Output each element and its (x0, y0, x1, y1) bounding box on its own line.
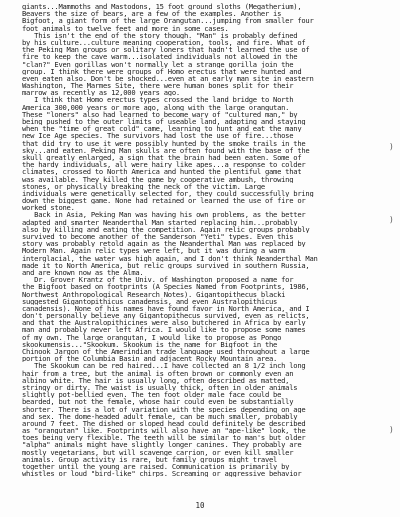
text-line: Northwest Anthropological Research Notes). Gigantopithecus blacki (22, 290, 286, 298)
text-line: "alpha" animals might have slightly longer canines. They probably are (22, 441, 302, 449)
text-line: group. I think there were groups of Homo erectus that were hunted and (22, 67, 302, 75)
text-line: man and probably never left Africa. I would like to propose some names (22, 326, 306, 334)
text-line: new Ice Age species. The survivors had lost the use of fire...those (22, 132, 294, 140)
text-line: the hardy individuals, all were hairy like apes...a response to colder (22, 161, 306, 169)
text-line: stringy or dirty. The waist is usually thick, often in older animals (22, 383, 298, 392)
text-line: individuals were genetically selected for, they could successfully bring (22, 189, 314, 198)
text-line: America 300,000 years or more ago, along with the large orangutan. (22, 103, 290, 111)
text-line: hair from a tree, but the animal is often brown or commonly even an (22, 369, 294, 377)
text-line: shorter. There is a lot of variation with the species depending on age (22, 405, 306, 413)
text-line: Chinook Jargon of the Amerindian trade language used throughout a large (22, 348, 310, 356)
text-line: worked stone. (22, 204, 75, 212)
text-line: the Bigfoot based on footprints (A Species Named from Footprints, 1986, (22, 283, 310, 291)
text-line: as "orangutan" like. Footprints will also have an "ape-like" look, the (22, 427, 306, 435)
text-line: survived to become another of the Sanderson "Yeti" types. Even this (22, 233, 294, 241)
text-line: canadensis). None of his names have found favor in North America, and I (22, 304, 310, 313)
text-line: Bigfoot, a giant form of the large Orangutan...jumping from smaller four (22, 17, 314, 25)
text-line: I think that Homo erectus types crossed the land bridge to North (22, 96, 294, 104)
body-text (22, 3, 386, 477)
text-line: and that the Australopithicines were also butchered in Africa by early (22, 319, 306, 327)
text-line: portion of the Columbia Basin and adjacent Rocky Mountain area. (22, 355, 278, 363)
text-line: giants...Mammoths and Mastodons, 15 foot ground sloths (Megatherium), (22, 3, 302, 11)
text-line: was available. They killed the game by cooperative ambush, throwing (22, 175, 294, 183)
text-line: also by killing and eating the competition. Again relic groups probably (22, 225, 310, 233)
text-line: stones, or physically breaking the neck of the victim. Large (22, 182, 265, 190)
text-line: fire to keep the cave warm...isolated individuals not allowed in the (22, 53, 298, 61)
margin-mark: ) (389, 215, 394, 224)
text-line: story was probably retold again as the Neanderthal Man was replaced by (22, 240, 306, 248)
page-number: 10 (195, 501, 205, 510)
text-line: whistles or loud "bird-like" chirps. Screaming or aggressive behavior (22, 470, 302, 478)
text-line: climates, crossed to North America and hunted the plentiful game that (22, 168, 302, 176)
text-line: Beavers the size of bears, are a few of the examples. Another is (22, 10, 282, 18)
text-line: Dr. Grover Krantz of the Univ. of Washington proposed a name for (22, 276, 294, 284)
text-line: when the "time of great cold" came, learning to hunt and eat the many (22, 125, 302, 133)
text-line: marrow as recently as 12,000 years ago. (22, 89, 180, 97)
text-line: interglacial, the water was high again, and I don't think Neanderthal Man (22, 254, 318, 262)
text-line: These "loners" also had learned to become wary of "cultured man," by (22, 110, 298, 118)
text-line: that did try to use it were possibly hunted by the smoke trails in the (22, 139, 306, 147)
text-line: This isn't the end of the story though. "Man" is probably defined (22, 31, 298, 39)
text-line: suggested Gigantopithicus canadensis, and even Australopithicus (22, 297, 278, 305)
text-line: animals. Group activity is rare, but family groups might travel (22, 455, 278, 463)
margin-mark: ) (389, 142, 394, 151)
text-line: being pushed to the outer limits of useable land, adapting and staying (22, 118, 306, 126)
text-line: The Skookum can be red haired...I have collected an 8 1/2 inch long (22, 362, 306, 370)
text-line: by his culture...culture meaning cooperation, tools, and fire. What of (22, 38, 306, 47)
text-line: albino white. The hair is usually long, often described as matted, (22, 376, 290, 384)
text-line: don't personally believe any Gigantopithecus survived, even as relicts, (22, 312, 310, 320)
text-line: Back in Asia, Peking Man was having his own problems, as the better (22, 211, 306, 219)
text-line: of my own. The large orangutan, I would like to propose as Pongo (22, 333, 282, 341)
text-line: skull greatly enlarged, a sign that the brain had been eaten. Some of (22, 153, 302, 162)
text-line: slightly pot-bellied even. The ten foot older male face could be (22, 391, 282, 399)
text-line: "clan?" Even gorillas won't normally let a strange gorilla join the (22, 60, 294, 68)
text-line: and are known now as the Alma. (22, 268, 144, 277)
text-line: Modern Man. Again relic types were left, but it was during a warm (22, 247, 286, 255)
text-line: foot animals to twelve feet and more in some cases. (22, 24, 229, 32)
text-line: Washington, The Marmes Site, there were human bones split for their (22, 82, 294, 90)
text-line: even eaten also. Don't be shocked...even at an early man site in eastern (22, 74, 314, 83)
text-line: the Peking Man groups or solitary loners that hadn't learned the use of (22, 46, 310, 54)
text-line: made it to North America, but relic groups survived in southern Russia, (22, 261, 310, 269)
text-line: skookumensis..."Skookum. Skookum is the name for Bigfoot in the (22, 340, 278, 348)
text-line: around 7 feet. The dished or sloped head could definitely be described (22, 419, 306, 428)
text-line: bearded, but not the female, whose hair could even be substantially (22, 398, 294, 406)
text-line: sky...and eaten. Peking Man skulls are often found with the base of the (22, 146, 310, 154)
text-line: and sex. The dome-headed adult female, can be much smaller, probably (22, 412, 298, 420)
text-line: adapted and smarter Neanderthal Man started replacing him...probably (22, 218, 298, 226)
text-line: down the biggest game. None had retained or learned the use of fire or (22, 197, 306, 205)
text-line: together until the young are raised. Communication is primarily by (22, 463, 290, 471)
margin-mark: ) (389, 425, 394, 434)
text-line: mostly vegetarians, but will scavenge carrion, or even kill smaller (22, 448, 294, 456)
text-line: toes being very flexible. The teeth will be similar to man's but older (22, 434, 306, 442)
